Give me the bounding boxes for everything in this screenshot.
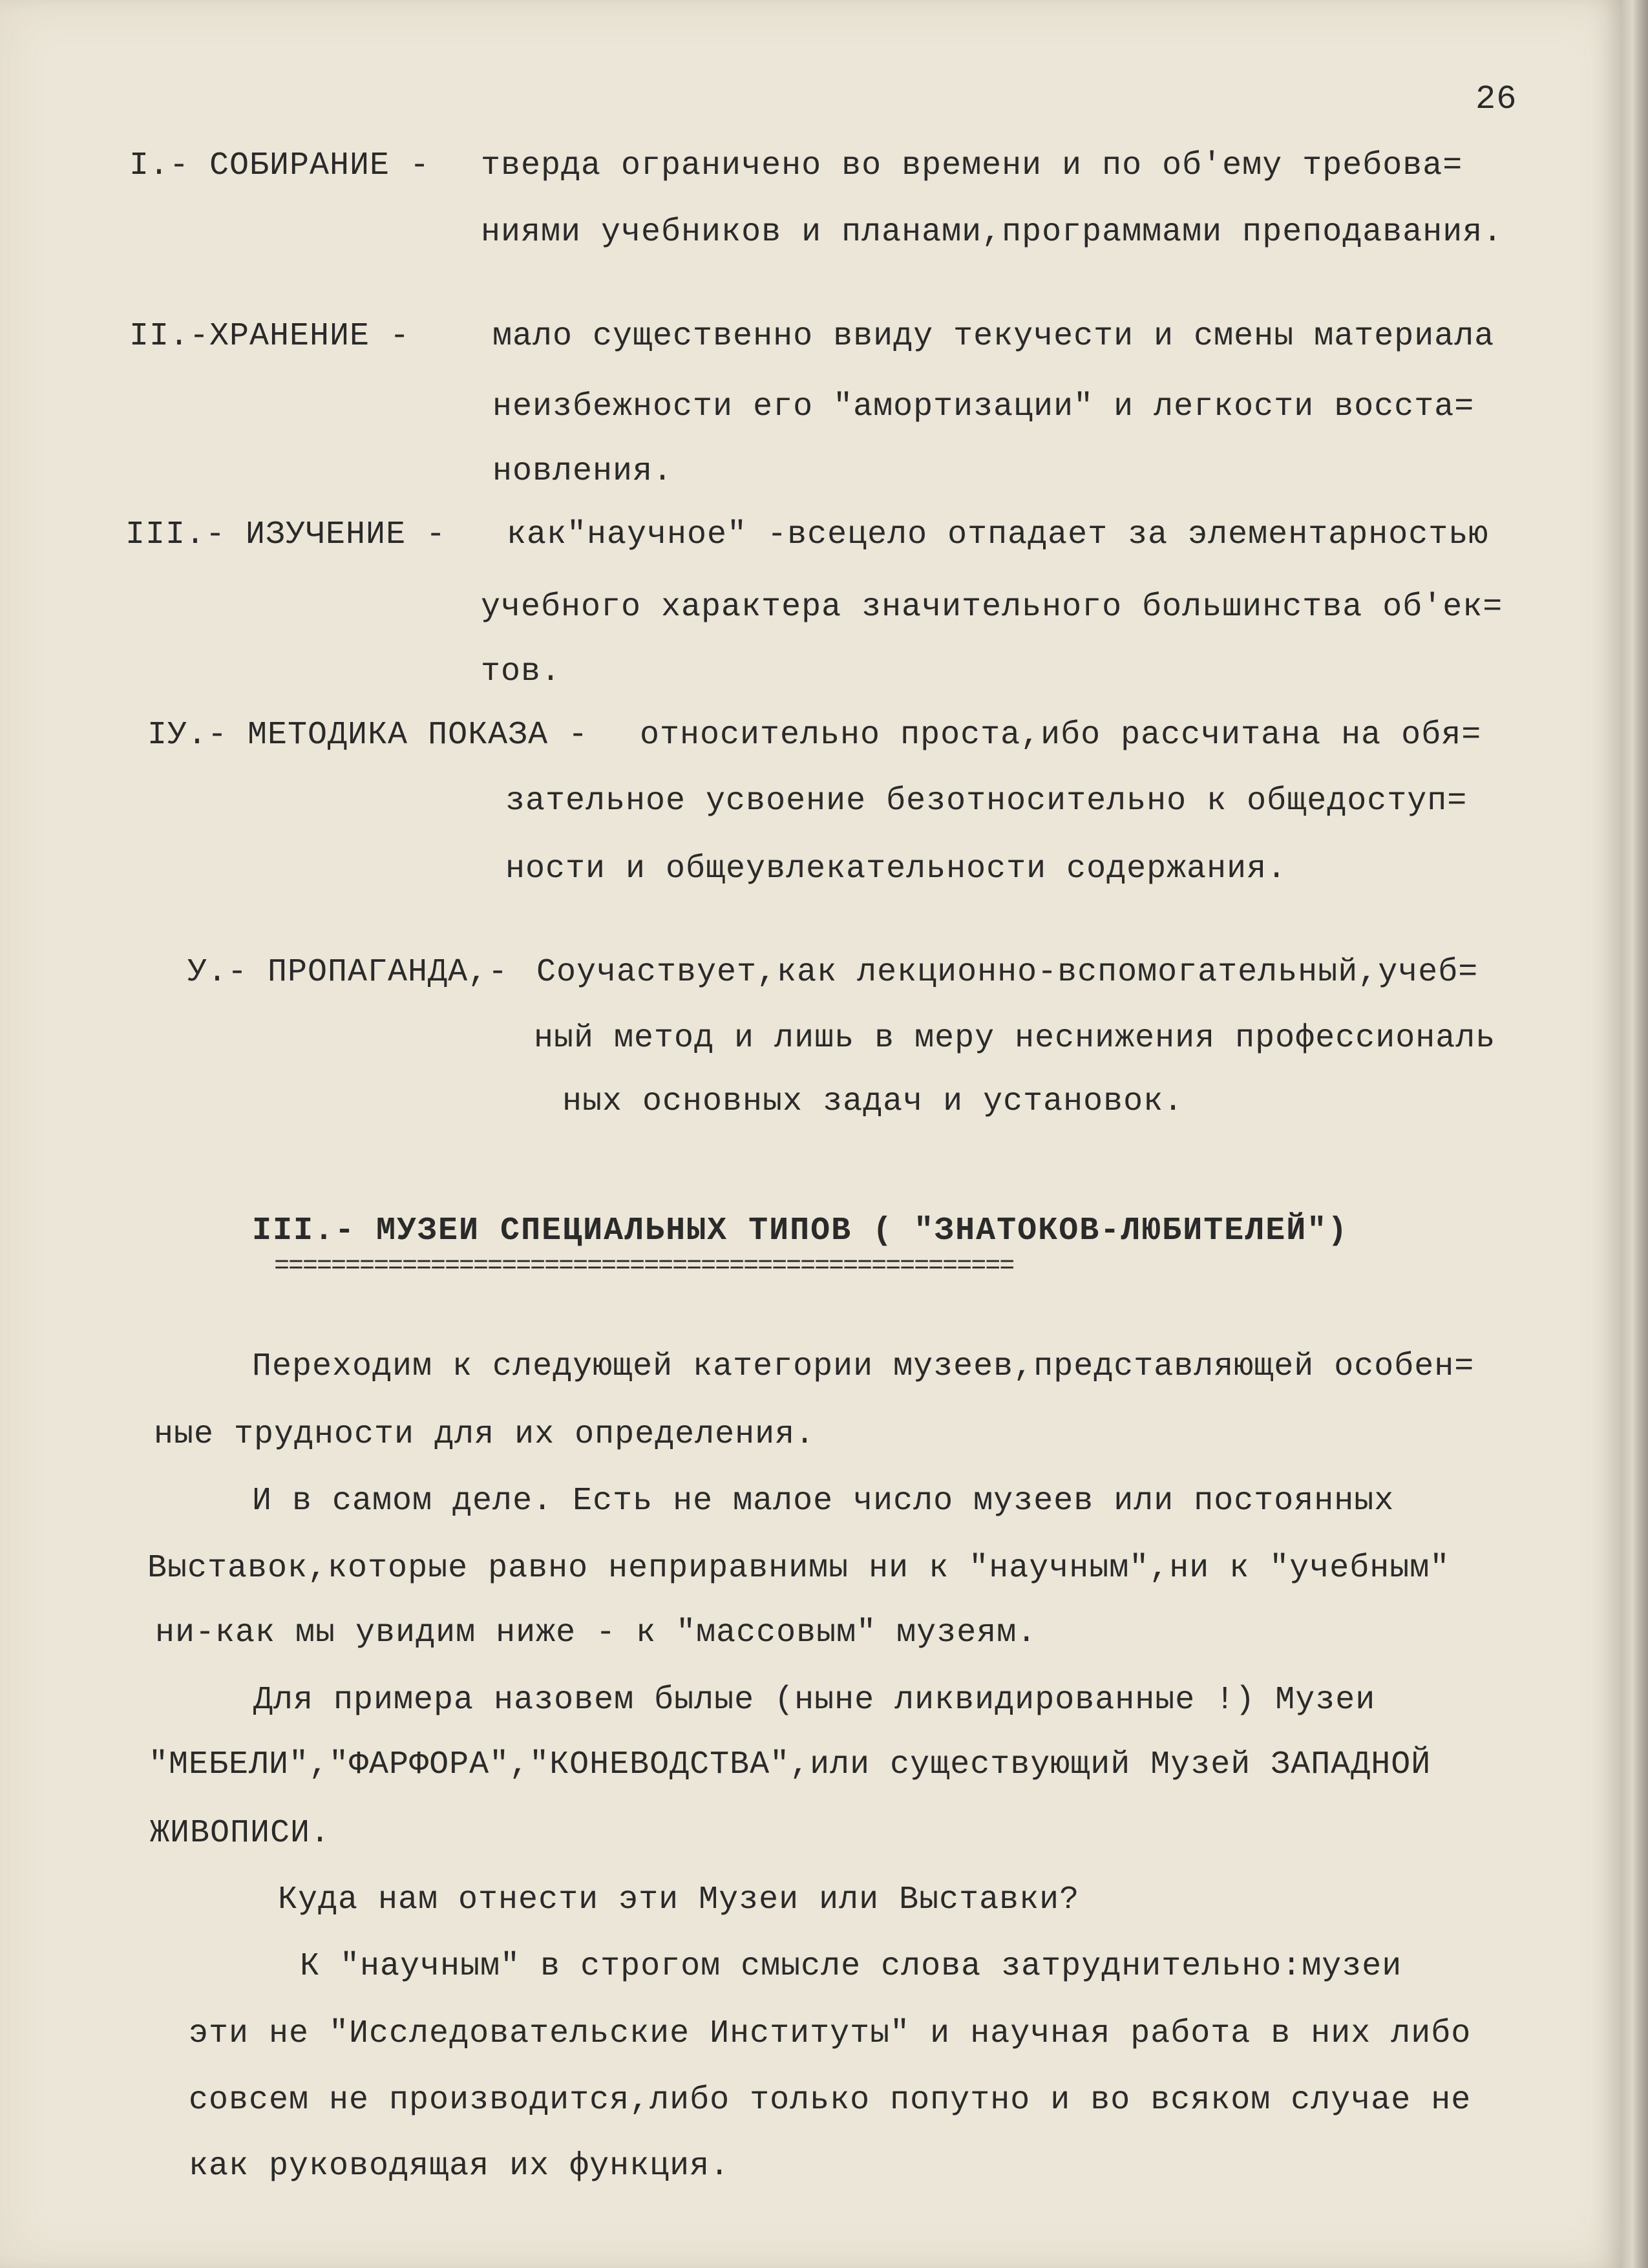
paragraph-line: ни-как мы увидим ниже - к "массовым" музеям. xyxy=(155,1615,1037,1651)
list-item-term: У.- ПРОПАГАНДА,- xyxy=(187,954,509,991)
list-item-line: тов. xyxy=(481,653,562,690)
list-item-line: относительно проста,ибо рассчитана на обя= xyxy=(640,717,1482,754)
paragraph-line: "МЕБЕЛИ","ФАРФОРА","КОНЕВОДСТВА",или существующий Музей ЗАПАДНОЙ xyxy=(149,1746,1431,1783)
list-item-term: IУ.- МЕТОДИКА ПОКАЗА - xyxy=(147,717,589,754)
paragraph-line: Для примера назовем былые (ныне ликвидированные !) Музеи xyxy=(253,1682,1376,1719)
list-item-line: зательное усвоение безотносительно к общедоступ= xyxy=(505,783,1468,820)
page-edge xyxy=(1622,0,1648,2268)
paragraph-line: ЖИВОПИСИ. xyxy=(150,1815,331,1852)
paragraph-line: Выставок,которые равно неприравнимы ни к "научным",ни к "учебным" xyxy=(147,1550,1450,1587)
list-item-line: как"научное" -всецело отпадает за элементарностью xyxy=(507,516,1489,553)
list-item-line: ности и общеувлекательности содержания. xyxy=(505,851,1287,887)
list-item-term: I.- СОБИРАНИЕ - xyxy=(129,147,430,184)
paragraph-line: К "научным" в строгом смысле слова затруднительно:музеи xyxy=(300,1948,1402,1985)
list-item-line: тверда ограничено во времени и по об'ему требова= xyxy=(481,147,1463,184)
paragraph-line: как руководящая их функция. xyxy=(189,2148,730,2185)
paragraph-line: совсем не производится,либо только попутно и во всяком случае не xyxy=(189,2082,1472,2119)
list-item-line: учебного характера значительного большинства об'ек= xyxy=(481,589,1503,626)
section-heading: III.- МУЗЕИ СПЕЦИАЛЬНЫХ ТИПОВ ( "ЗНАТОКОВ-ЛЮБИТЕЛЕЙ") xyxy=(252,1213,1349,1249)
list-item-line: неизбежности его "амортизации" и легкости восста= xyxy=(492,388,1475,425)
paragraph-line: Переходим к следующей категории музеев,представляющей особен= xyxy=(252,1348,1475,1385)
paragraph-line: И в самом деле. Есть не малое число музеев или постоянных xyxy=(252,1483,1395,1520)
list-item-term: II.-ХРАНЕНИЕ - xyxy=(129,318,410,355)
paragraph-line: эти не "Исследовательские Институты" и научная работа в них либо xyxy=(189,2015,1472,2052)
paragraph-line: ные трудности для их определения. xyxy=(154,1416,816,1453)
list-item-term: III.- ИЗУЧЕНИЕ - xyxy=(125,516,447,553)
list-item-line: ных основных задач и установок. xyxy=(562,1083,1184,1120)
list-item-line: ниями учебников и планами,программами преподавания. xyxy=(481,214,1503,251)
list-item-line: новления. xyxy=(492,453,673,490)
paragraph-line: Куда нам отнести эти Музеи или Выставки? xyxy=(278,1881,1080,1918)
list-item-line: ный метод и лишь в меру неснижения профессиональ xyxy=(534,1020,1496,1057)
list-item-line: Соучаствует,как лекционно-вспомогательный,учеб= xyxy=(536,954,1479,991)
list-item-line: мало существенно ввиду текучести и смены материала xyxy=(492,318,1495,355)
page-number: 26 xyxy=(1475,80,1517,118)
heading-underline: ==================================================== xyxy=(274,1252,1014,1281)
